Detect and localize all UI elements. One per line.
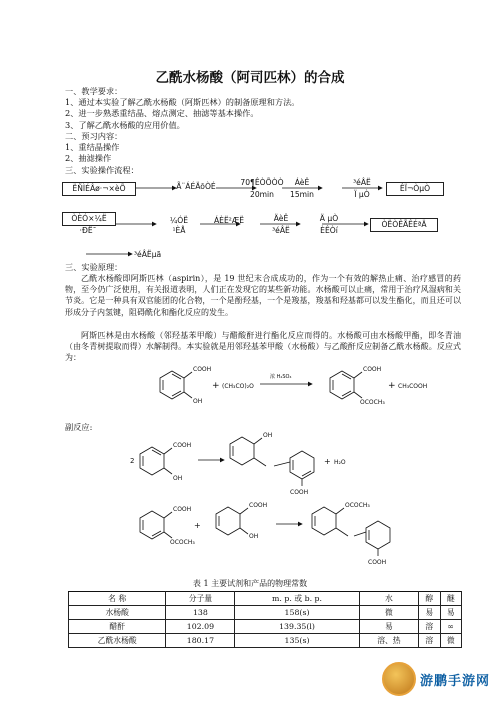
aspirin-ring [330, 371, 354, 399]
heading-principle: 三、实验原理： [65, 262, 123, 272]
flow-step-label: Ä µÒ [319, 214, 339, 223]
physical-constants-table [68, 591, 462, 648]
table-cell: 158(s) [235, 606, 359, 620]
col-header-ether: 醚 [440, 592, 461, 606]
requirement-1: 1、通过本实验了解乙酰水杨酸（阿斯匹林）的制备原理和方法。 [65, 97, 300, 107]
salicylic-acid-ring [160, 371, 184, 399]
watermark-logo-icon [382, 662, 416, 696]
flow-step-sublabel: 20min [250, 190, 274, 199]
cooh-label: COOH [173, 442, 192, 449]
procedure-flowchart [60, 178, 450, 268]
col-header-mw: 分子量 [166, 592, 235, 606]
principle-paragraph-1: 乙酰水杨酸即阿斯匹林（aspirin），是 19 世纪末合成成功的，作为一个有效的解热止痛、治疗感冒的药物，至今仍广泛使用，有关报道表明，人们正在发现它的某些新功能。水杨酸可以止痛，常用于治疗风湿病和关节炎。它是一种具有双官能团的化合物，一个是酚羟基，一个是羧基，羧基和羟基都可以发生酯化，而且还可以形成分子内氢键，阻碍酰化和酯化反应的发生。 [65, 274, 461, 317]
table-cell: 易 [419, 606, 440, 620]
acetyl-label: OCOCH₃ [345, 502, 370, 509]
flow-step-label: ÁèÊ [294, 178, 310, 187]
table-row [69, 620, 462, 634]
side-reaction-1 [80, 428, 460, 498]
flow-box-crude: ÊÏ¬ÒµÒ [386, 182, 444, 196]
table-cell: ∞ [440, 620, 461, 634]
requirement-2: 2、进一步熟悉重结晶、熔点测定、抽滤等基本操作。 [65, 108, 259, 118]
catalyst-label: 浓 H₂SO₄ [270, 374, 292, 380]
cooh-label: COOH [368, 559, 387, 566]
requirement-3: 3、了解乙酰水杨酸的应用价值。 [65, 120, 185, 130]
flow-box-subtext: ·ÐË¯ [79, 226, 97, 235]
cooh-label: COOH [249, 502, 268, 509]
oh-label: OH [173, 475, 183, 482]
col-header-water: 水 [359, 592, 418, 606]
side-reaction-heading: 副反应: [65, 422, 93, 432]
flow-step-sublabel: 15min [290, 190, 314, 199]
table-cell: 溶、热 [359, 634, 418, 648]
oh-label: OH [193, 398, 203, 405]
flow-step-label: ¼ÓË [169, 216, 189, 225]
table-cell: 微 [359, 606, 418, 620]
oh-label: OH [263, 432, 273, 439]
flow-step-label: ³éÂË [353, 178, 371, 187]
table-cell: 135(s) [235, 634, 359, 648]
table-header-row [69, 592, 462, 606]
plus-sign: + [388, 381, 396, 391]
table-row [69, 606, 462, 620]
principle-paragraph-2: 阿斯匹林是由水杨酸（邻羟基苯甲酸）与醋酸酐进行酯化反应而得的。水杨酸可由水杨酸甲酯，即冬青油（由冬青树提取而得）水解制得。本实验就是用邻羟基苯甲酸（水杨酸）与乙酸酐反应制备乙酰水杨酸。反应式为： [65, 331, 461, 363]
acetyl-label: OCOCH₃ [360, 399, 385, 406]
main-reaction-scheme [80, 358, 460, 420]
flow-box-dissolve: ÒÈÓ×¼Ë [62, 212, 116, 226]
table-cell: 微 [440, 634, 461, 648]
flow-step-label: ÁÈË²ÆË [213, 216, 245, 225]
cooh-label: COOH [173, 506, 192, 513]
col-header-name: 名 称 [69, 592, 166, 606]
table-cell: 溶 [419, 620, 440, 634]
heading-preview: 二、预习内容： [65, 131, 123, 141]
table-cell: 乙酰水杨酸 [69, 634, 166, 648]
flow-box-product: ÒËÒÊÃÊÉªÄ [370, 218, 438, 232]
col-header-mp-bp: m. p. 或 b. p. [235, 592, 359, 606]
acetic-anhydride-label: (CH₃CO)₂O [222, 383, 254, 390]
acetic-acid-label: CH₃COOH [398, 383, 428, 390]
flow-final-label: ³éÂËµã [134, 250, 162, 259]
table-cell: 138 [166, 606, 235, 620]
flow-step-label: 70¶ÊÒÕÒÒ [240, 178, 284, 187]
heading-procedure: 三、实验操作流程： [65, 165, 139, 175]
oh-label: OH [249, 533, 259, 540]
document-title: 乙酰水杨酸（阿司匹林）的合成 [155, 70, 345, 86]
coefficient: 2 [130, 457, 135, 465]
plus-sign: + [324, 457, 331, 466]
table-cell: 139.35(l) [235, 620, 359, 634]
plus-sign: + [194, 521, 201, 530]
acetyl-label: OCOCH₃ [170, 539, 195, 546]
table-cell: 易 [359, 620, 418, 634]
heading-teaching-requirements: 一、教学要求： [65, 86, 123, 96]
plus-sign: + [212, 381, 220, 391]
water-label: H₂O [334, 459, 346, 466]
table-cell: 102.09 [166, 620, 235, 634]
table-caption: 表 1 主要试剂和产品的物理常数 [192, 579, 308, 588]
table-cell: 水杨酸 [69, 606, 166, 620]
cooh-label: COOH [363, 366, 382, 373]
watermark-text: 游鹏手游网 [419, 673, 490, 689]
col-header-alcohol: 醇 [419, 592, 440, 606]
cooh-label: COOH [193, 366, 212, 373]
flow-step-sublabel: ¹ÈÅ [172, 226, 186, 235]
preview-2: 2、抽滤操作 [65, 153, 112, 163]
table-cell: 易 [440, 606, 461, 620]
preview-1: 1、重结晶操作 [65, 142, 120, 152]
flow-step-label: Ã¨ÁÉÄõÒÉ [176, 182, 216, 191]
cooh-label: COOH [290, 489, 309, 496]
flow-step-label: ÄèÊ [273, 214, 289, 223]
table-cell: 醋酐 [69, 620, 166, 634]
table-row [69, 634, 462, 648]
table-cell: 溶 [419, 634, 440, 648]
flow-step-sublabel: ÈÊÒí [320, 226, 338, 235]
side-reaction-2 [80, 498, 460, 568]
site-watermark [382, 662, 490, 696]
flow-box-start: ËÑÌÉÂø·¬×èÕ [62, 182, 136, 196]
table-cell: 180.17 [166, 634, 235, 648]
flow-step-sublabel: Ï µÒ [354, 190, 370, 199]
flow-step-sublabel: ³éÂË [272, 226, 290, 235]
